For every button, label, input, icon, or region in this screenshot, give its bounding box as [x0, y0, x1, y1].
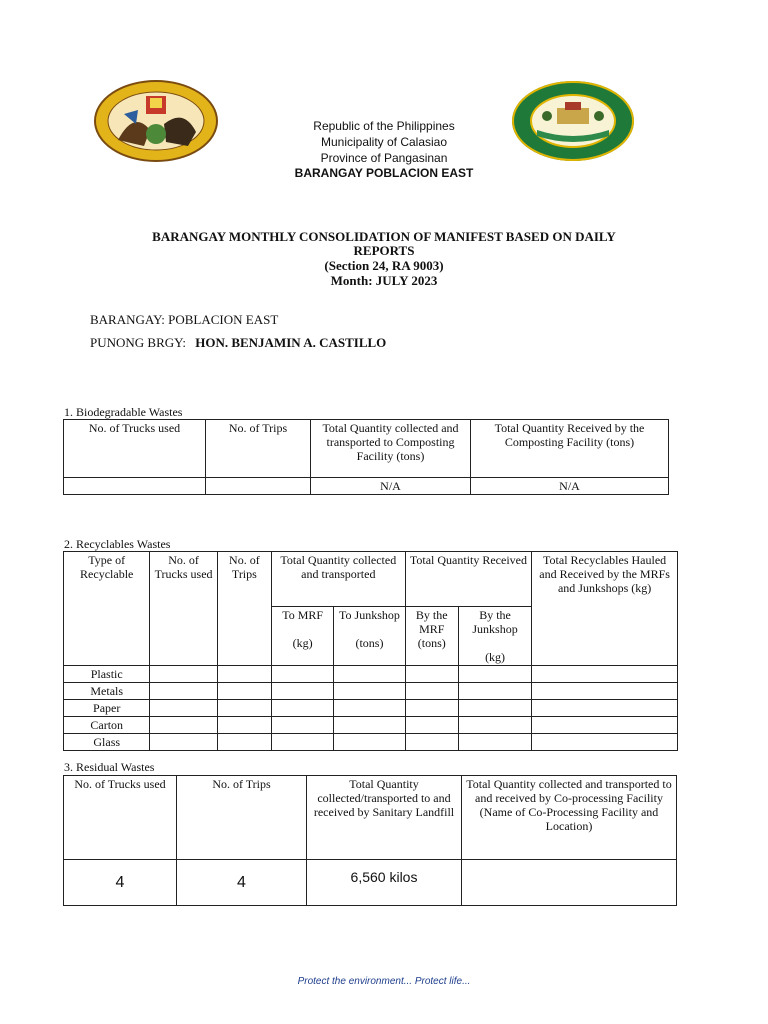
s1-header-trucks: No. of Trucks used	[64, 420, 206, 478]
s3-header-trucks: No. of Trucks used	[64, 776, 177, 860]
doc-title-line2: REPORTS	[353, 243, 415, 258]
section3-heading: 3. Residual Wastes	[64, 760, 155, 774]
s2-sub-to-mrf	[272, 607, 334, 666]
s2-sub-to-mrf-unit: (kg)	[292, 636, 313, 650]
s2-header-type: Type of Recyclable	[64, 552, 150, 666]
s2-row-carton: Carton	[64, 717, 150, 734]
s3-header-trips: No. of Trips	[177, 776, 307, 860]
s2-sub-by-junkshop-label: By the Junkshop	[472, 608, 518, 636]
s1-cell-trucks	[64, 478, 206, 495]
s2-sub-by-mrf: By the MRF (tons)	[405, 607, 458, 666]
s1-header-received: Total Quantity Received by the Composting Facility (tons)	[471, 420, 669, 478]
footer-slogan: Protect the environment... Protect life...	[297, 976, 471, 987]
s1-header-trips: No. of Trips	[206, 420, 311, 478]
s3-cell-coprocessing	[462, 860, 677, 906]
punong-name: HON. BENJAMIN A. CASTILLO	[195, 335, 387, 350]
s1-cell-collected: N/A	[311, 478, 471, 495]
residual-table	[63, 775, 677, 906]
s2-sub-to-junkshop	[334, 607, 405, 666]
s2-sub-by-junkshop-unit: (kg)	[485, 650, 506, 664]
s2-header-trips: No. of Trips	[217, 552, 271, 666]
section2-heading: 2. Recyclables Wastes	[64, 537, 171, 551]
info-barangay: BARANGAY: POBLACION EAST	[90, 312, 279, 327]
s1-header-collected: Total Quantity collected and transported to Composting Facility (tons)	[311, 420, 471, 478]
s2-row-glass: Glass	[64, 734, 150, 751]
s2-row-plastic: Plastic	[64, 666, 150, 683]
s3-cell-landfill: 6,560 kilos	[307, 860, 462, 906]
recyclables-table	[63, 551, 678, 751]
s2-header-collected: Total Quantity collected and transported	[272, 552, 406, 607]
s2-sub-by-junkshop	[458, 607, 531, 666]
s2-row-metals: Metals	[64, 683, 150, 700]
s2-header-trucks: No. of Trucks used	[150, 552, 217, 666]
info-punong-brgy	[90, 335, 386, 351]
doc-title-month: Month: JULY 2023	[330, 273, 438, 288]
header-line-municipality: Municipality of Calasiao	[320, 135, 448, 149]
header-line-republic: Republic of the Philippines	[313, 119, 455, 133]
s3-cell-trips: 4	[177, 860, 307, 906]
punong-label: PUNONG BRGY:	[90, 335, 186, 350]
s2-row-paper: Paper	[64, 700, 150, 717]
s1-cell-received: N/A	[471, 478, 669, 495]
s3-header-coprocessing: Total Quantity collected and transported to and received by Co-processing Facility (Name of Co-Processing Facility and Location)	[462, 776, 677, 860]
header-line-province: Province of Pangasinan	[320, 151, 448, 165]
section1-heading: 1. Biodegradable Wastes	[64, 405, 183, 419]
s3-header-landfill: Total Quantity collected/transported to and received by Sanitary Landfill	[307, 776, 462, 860]
s2-header-received: Total Quantity Received	[405, 552, 532, 607]
s1-cell-trips	[206, 478, 311, 495]
header-barangay-name: BARANGAY POBLACION EAST	[294, 166, 474, 180]
s2-sub-to-junkshop-unit: (tons)	[355, 636, 384, 650]
doc-title-line1: BARANGAY MONTHLY CONSOLIDATION OF MANIFEST BASED ON DAILY	[152, 229, 616, 244]
s3-cell-trucks: 4	[64, 860, 177, 906]
doc-title-section: (Section 24, RA 9003)	[324, 258, 444, 273]
s2-sub-to-mrf-label: To MRF	[282, 608, 324, 622]
biodegradable-table	[63, 419, 669, 495]
s2-header-hauled: Total Recyclables Hauled and Received by the MRFs and Junkshops (kg)	[532, 552, 678, 666]
s2-sub-to-junkshop-label: To Junkshop	[339, 608, 400, 622]
